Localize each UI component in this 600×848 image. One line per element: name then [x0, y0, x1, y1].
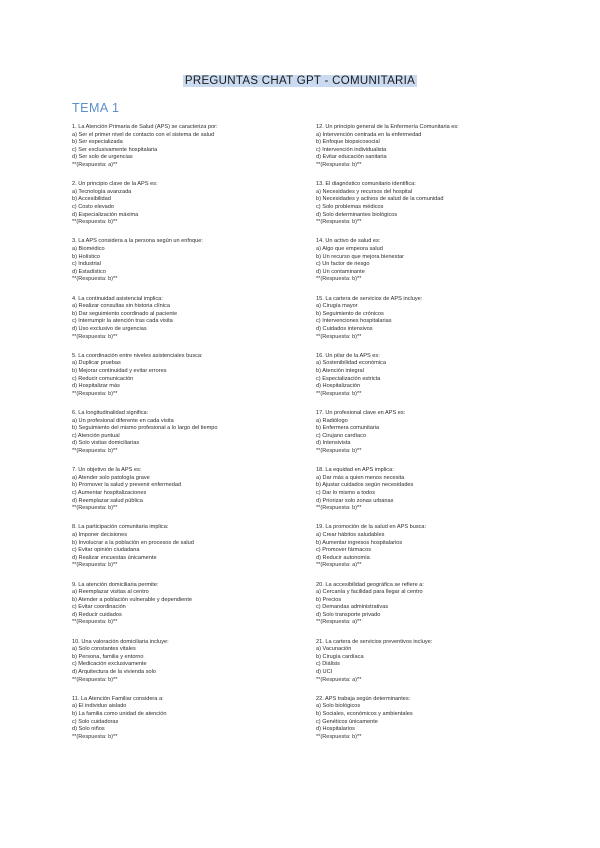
answer-option: d) Ser solo de urgencias — [72, 154, 133, 161]
answer-option: c) Especialización estricta — [316, 375, 381, 382]
answer-option: b) Persona, familia y entorno — [72, 653, 144, 660]
answer-option: a) Solo biológicos — [316, 703, 361, 710]
answer-key: **(Respuesta: b)** — [316, 447, 362, 454]
answer-key: **(Respuesta: b)** — [316, 276, 362, 283]
question-block — [72, 467, 322, 524]
answer-option: a) Intervención centrada en la enfermedad — [316, 131, 422, 138]
answer-option: a) Radiólogo — [316, 417, 348, 424]
answer-option: a) Biomédico — [72, 245, 105, 252]
question-block — [72, 353, 322, 410]
question-block — [316, 582, 566, 639]
answer-option: a) Sostenibilidad económica — [316, 360, 386, 367]
answer-key: **(Respuesta: b)** — [316, 219, 362, 226]
answer-option: d) UCI — [316, 669, 333, 676]
answer-option: c) Costo elevado — [72, 203, 114, 210]
question-block — [72, 524, 322, 581]
answer-option: d) Reducir autonomía — [316, 554, 370, 561]
answer-key: **(Respuesta: b)** — [72, 505, 118, 512]
question-block — [72, 639, 322, 696]
answer-option: c) Cirujano cardíaco — [316, 432, 367, 439]
answer-option: c) Intervenciones hospitalarias — [316, 318, 392, 325]
answer-option: b) Necesidades y activos de salud de la comunidad — [316, 196, 444, 203]
question-text: 8. La participación comunitaria implica: — [72, 524, 169, 531]
answer-option: a) Ser el primer nivel de contacto con el sistema de salud — [72, 131, 215, 138]
answer-option: b) Precios — [316, 596, 342, 603]
question-text: 2. Un principio clave de la APS es: — [72, 181, 158, 188]
answer-option: c) Dar lo mismo a todos — [316, 489, 376, 496]
answer-option: c) Solo problemas médicos — [316, 203, 384, 210]
question-block — [316, 181, 566, 238]
answer-option: b) Seguimiento del mismo profesional a lo largo del tiempo — [72, 425, 218, 432]
question-text: 7. Un objetivo de la APS es: — [72, 467, 142, 474]
answer-option: b) Cirugía cardíaca — [316, 653, 364, 660]
document-title — [0, 71, 600, 89]
answer-option: c) Demandas administrativas — [316, 604, 389, 611]
question-text: 6. La longitudinalidad significa: — [72, 409, 149, 416]
answer-option: c) Medicación exclusivamente — [72, 661, 147, 668]
answer-option: d) Reducir cuidados — [72, 611, 122, 618]
answer-option: d) Solo visitas domiciliarias — [72, 440, 140, 447]
answer-option: b) Enfermera comunitaria — [316, 425, 380, 432]
question-text: 16. Un pilar de la APS es: — [316, 352, 380, 359]
answer-option: b) Aumentar ingresos hospitalarios — [316, 539, 403, 546]
question-block — [72, 296, 322, 353]
question-text: 4. La continuidad asistencial implica: — [72, 295, 163, 302]
answer-key: **(Respuesta: b)** — [72, 333, 118, 340]
answer-key: **(Respuesta: a)** — [316, 562, 362, 569]
question-text: 5. La coordinación entre niveles asistenciales busca: — [72, 352, 203, 359]
answer-option: b) Holístico — [72, 253, 100, 260]
answer-option: d) Hospitalarios — [316, 726, 355, 733]
left-column — [72, 124, 322, 753]
answer-key: **(Respuesta: a)** — [316, 676, 362, 683]
answer-option: c) Evitar opinión ciudadana — [72, 547, 140, 554]
answer-key: **(Respuesta: b)** — [316, 390, 362, 397]
question-block — [316, 524, 566, 581]
answer-option: d) Priorizar solo zonas urbanas — [316, 497, 394, 504]
question-text: 15. La cartera de servicios de APS incluye: — [316, 295, 423, 302]
answer-key: **(Respuesta: b)** — [72, 562, 118, 569]
section-heading: TEMA 1 — [72, 101, 120, 115]
answer-option: b) Seguimiento de crónicos — [316, 310, 384, 317]
answer-key: **(Respuesta: b)** — [72, 276, 118, 283]
answer-option: a) Cirugía mayor — [316, 303, 358, 310]
question-block — [316, 296, 566, 353]
answer-option: d) Solo niños — [72, 726, 105, 733]
answer-option: a) Necesidades y recursos del hospital — [316, 188, 413, 195]
question-block — [72, 181, 322, 238]
answer-option: b) Atender a población vulnerable y dependiente — [72, 596, 193, 603]
answer-key: **(Respuesta: b)** — [316, 733, 362, 740]
answer-option: c) Ser exclusivamente hospitalaria — [72, 146, 158, 153]
answer-option: a) Dar más a quien menos necesita — [316, 474, 405, 481]
answer-key: **(Respuesta: b)** — [72, 219, 118, 226]
question-text: 11. La Atención Familiar considera a: — [72, 695, 164, 702]
question-block — [316, 238, 566, 295]
question-block — [316, 124, 566, 181]
answer-option: d) Un contaminante — [316, 268, 365, 275]
question-block — [72, 238, 322, 295]
question-text: 14. Un activo de salud es: — [316, 238, 381, 245]
question-text: 1. La Atención Primaria de Salud (APS) se caracteriza por: — [72, 124, 218, 130]
answer-option: b) Accesibilidad — [72, 196, 111, 203]
answer-option: d) Evitar educación sanitaria — [316, 154, 387, 161]
answer-option: c) Intervención individualista — [316, 146, 387, 153]
answer-option: d) Especialización máxima — [72, 211, 139, 218]
document-title-text: PREGUNTAS CHAT GPT - COMUNITARIA — [184, 75, 416, 87]
answer-key: **(Respuesta: b)** — [316, 333, 362, 340]
answer-option: a) Crear hábitos saludables — [316, 531, 385, 538]
answer-option: d) Arquitectura de la vivienda solo — [72, 669, 156, 676]
answer-option: c) Solo cuidadoras — [72, 718, 119, 725]
answer-option: b) Dar seguimiento coordinado al paciente — [72, 310, 178, 317]
answer-option: b) Involucrar a la población en procesos de salud — [72, 539, 194, 546]
answer-option: c) Reducir comunicación — [72, 375, 134, 382]
answer-option: d) Cuidados intensivos — [316, 325, 373, 332]
question-block — [72, 582, 322, 639]
answer-key: **(Respuesta: b)** — [72, 447, 118, 454]
answer-option: b) Ser especializada — [72, 139, 123, 146]
answer-option: a) Solo constantes vitales — [72, 646, 136, 653]
answer-option: c) Promover fármacos — [316, 547, 372, 554]
answer-option: b) Ajustar cuidados según necesidades — [316, 482, 414, 489]
answer-key: **(Respuesta: b)** — [72, 676, 118, 683]
answer-option: d) Reemplazar salud pública — [72, 497, 143, 504]
answer-option: b) Enfoque biopsicosocial — [316, 139, 380, 146]
question-block — [316, 639, 566, 696]
answer-option: d) Estadístico — [72, 268, 106, 275]
question-text: 9. La atención domiciliaria permite: — [72, 581, 159, 588]
question-text: 19. La promoción de la salud en APS busca: — [316, 524, 427, 531]
answer-key: **(Respuesta: b)** — [72, 390, 118, 397]
question-block — [72, 696, 322, 753]
question-block — [72, 410, 322, 467]
answer-key: **(Respuesta: a)** — [72, 161, 118, 168]
answer-option: b) Promover la salud y prevenir enfermedad — [72, 482, 182, 489]
answer-key: **(Respuesta: a)** — [316, 619, 362, 626]
answer-option: c) Industrial — [72, 261, 101, 268]
answer-option: c) Diálisis — [316, 661, 340, 668]
answer-option: a) Un profesional diferente en cada visita — [72, 417, 174, 424]
answer-option: d) Uso exclusivo de urgencias — [72, 325, 147, 332]
answer-option: d) Solo determinantes biológicos — [316, 211, 398, 218]
answer-option: a) Reemplazar visitas al centro — [72, 589, 149, 596]
answer-option: c) Evitar coordinación — [72, 604, 126, 611]
answer-option: b) Mejorar continuidad y evitar errores — [72, 367, 167, 374]
question-text: 21. La cartera de servicios preventivos incluye: — [316, 638, 433, 645]
answer-option: b) Atención integral — [316, 367, 364, 374]
answer-option: c) Atención puntual — [72, 432, 120, 439]
answer-option: a) Vacunación — [316, 646, 352, 653]
question-text: 13. El diagnóstico comunitario identifica: — [316, 181, 416, 188]
answer-option: c) Aumentar hospitalizaciones — [72, 489, 147, 496]
answer-option: d) Intensivista — [316, 440, 351, 447]
answer-option: b) La familia como unidad de atención — [72, 711, 167, 718]
question-text: 22. APS trabaja según determinantes: — [316, 695, 411, 702]
answer-option: b) Sociales, económicos y ambientales — [316, 711, 413, 718]
question-text: 3. La APS considera a la persona según un enfoque: — [72, 238, 203, 245]
question-text: 18. La equidad en APS implica: — [316, 467, 394, 474]
answer-option: d) Hospitalización — [316, 383, 361, 390]
answer-key: **(Respuesta: b)** — [72, 619, 118, 626]
answer-option: d) Hospitalizar más — [72, 383, 120, 390]
answer-key: **(Respuesta: b)** — [316, 505, 362, 512]
answer-option: a) Imponer decisiones — [72, 531, 128, 538]
right-column — [316, 124, 566, 753]
answer-option: a) Cercanía y facilidad para llegar al centro — [316, 589, 423, 596]
answer-option: a) Algo que empeora salud — [316, 245, 383, 252]
question-block — [316, 467, 566, 524]
answer-option: a) Atender solo patología grave — [72, 474, 150, 481]
question-block — [316, 410, 566, 467]
answer-option: c) Genéticos únicamente — [316, 718, 378, 725]
answer-option: d) Solo transporte privado — [316, 611, 381, 618]
answer-option: c) Interrumpir la atención tras cada visita — [72, 318, 173, 325]
answer-option: a) El individuo aislado — [72, 703, 127, 710]
answer-option: b) Un recurso que mejora bienestar — [316, 253, 404, 260]
question-text: 10. Una valoración domiciliaria incluye: — [72, 638, 169, 645]
question-text: 20. La accesibilidad geográfica se refiere a: — [316, 581, 424, 588]
answer-option: d) Realizar encuestas únicamente — [72, 554, 157, 561]
question-block — [316, 353, 566, 410]
question-block — [316, 696, 566, 753]
answer-option: a) Tecnología avanzada — [72, 188, 132, 195]
question-text: 12. Un principio general de la Enfermería Comunitaria es: — [316, 124, 459, 130]
answer-key: **(Respuesta: b)** — [316, 161, 362, 168]
answer-option: a) Realizar consultas sin historia clínica — [72, 303, 170, 310]
question-text: 17. Un profesional clave en APS es: — [316, 409, 406, 416]
question-block — [72, 124, 322, 181]
answer-option: c) Un factor de riesgo — [316, 261, 370, 268]
answer-option: a) Duplicar pruebas — [72, 360, 121, 367]
answer-key: **(Respuesta: b)** — [72, 733, 118, 740]
